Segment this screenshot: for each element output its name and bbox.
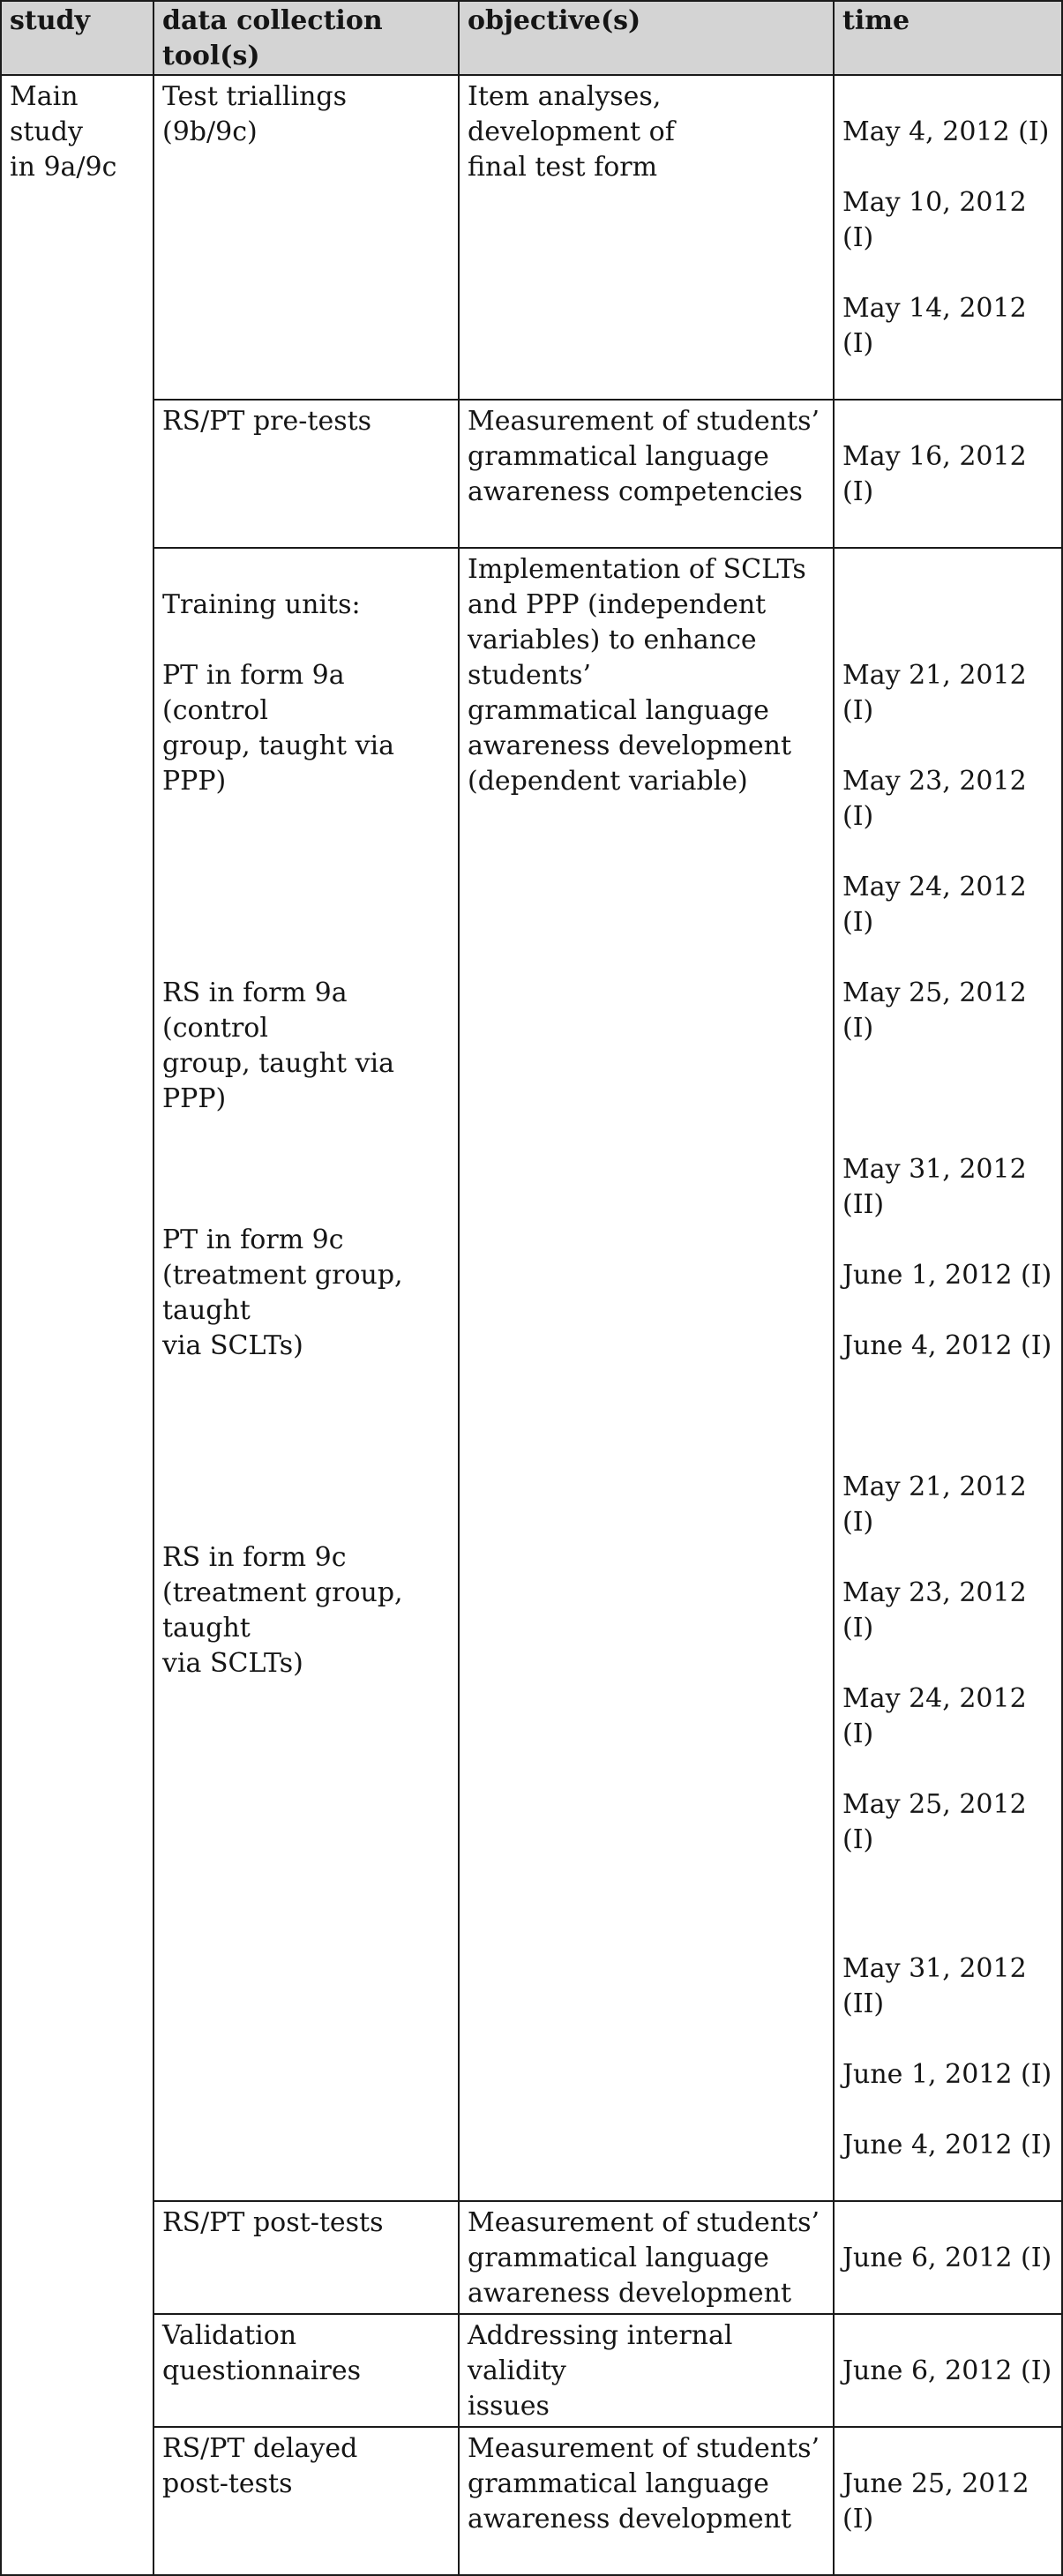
time-entry: May 16, 2012 (I) [842, 441, 1027, 507]
objective-cell: Item analyses, development of final test form [459, 75, 834, 400]
time-entry: June 6, 2012 (I) [842, 2355, 1052, 2386]
objective-cell: Implementation of SCLTs and PPP (independent variables) to enhance students’ grammatical language awareness development (dependent variable) [459, 548, 834, 2201]
time-entry: May 21, 2012 (I) [842, 660, 1027, 726]
time-entry: June 4, 2012 (I) [842, 2130, 1052, 2160]
time-entry: May 10, 2012 (I) [842, 187, 1027, 253]
header-time: time [834, 1, 1062, 75]
tool-cell [153, 548, 459, 2201]
time-entry: June 1, 2012 (I) [842, 2059, 1052, 2090]
time-cell [834, 2314, 1062, 2427]
time-entry: May 25, 2012 (I) [842, 977, 1027, 1044]
tool-cell: Test triallings (9b/9c) [153, 75, 459, 400]
objective-cell: Addressing internal validity issues [459, 2314, 834, 2427]
time-entry: May 21, 2012 (I) [842, 1471, 1027, 1538]
table-row [1, 548, 1062, 2201]
time-cell [834, 2427, 1062, 2575]
training-unit-tool: PT in form 9a (control group, taught via PPP) [162, 660, 395, 797]
header-objectives: objective(s) [459, 1, 834, 75]
training-heading: Training units: [162, 589, 361, 620]
study-cell: Main study in 9a/9c [1, 75, 153, 2575]
time-entry: May 23, 2012 (I) [842, 766, 1027, 832]
time-entry: June 6, 2012 (I) [842, 2243, 1052, 2273]
time-entry: June 4, 2012 (I) [842, 1330, 1052, 1361]
header-row [1, 1, 1062, 75]
time-entry: May 24, 2012 (I) [842, 872, 1027, 938]
training-unit-tool: PT in form 9c (treatment group, taught via SCLTs) [162, 1224, 403, 1361]
training-unit-tool: RS in form 9c (treatment group, taught via SCLTs) [162, 1542, 403, 1679]
time-entry: May 14, 2012 (I) [842, 293, 1027, 359]
time-cell [834, 75, 1062, 400]
time-cell [834, 548, 1062, 2201]
tool-cell: RS/PT pre-tests [153, 400, 459, 548]
objective-cell: Measurement of students’ grammatical language awareness competencies [459, 400, 834, 548]
time-entry: May 24, 2012 (I) [842, 1683, 1027, 1749]
training-unit-tool: RS in form 9a (control group, taught via PPP) [162, 977, 395, 1114]
time-entry: May 25, 2012 (I) [842, 1789, 1027, 1855]
time-entry: May 4, 2012 (I) [842, 116, 1050, 147]
objective-cell: Measurement of students’ grammatical language awareness development [459, 2201, 834, 2314]
table-row [1, 75, 1062, 400]
header-study: study [1, 1, 153, 75]
table-row [1, 400, 1062, 548]
time-cell [834, 2201, 1062, 2314]
tool-cell: RS/PT post-tests [153, 2201, 459, 2314]
table-row [1, 2427, 1062, 2575]
table-row [1, 2314, 1062, 2427]
time-entry: May 23, 2012 (I) [842, 1577, 1027, 1644]
table-row [1, 2201, 1062, 2314]
time-entry: June 1, 2012 (I) [842, 1260, 1052, 1291]
header-tools: data collection tool(s) [153, 1, 459, 75]
time-entry: May 31, 2012 (II) [842, 1953, 1027, 2019]
time-entry: May 31, 2012 (II) [842, 1154, 1027, 1220]
tool-cell: RS/PT delayed post-tests [153, 2427, 459, 2575]
time-entry: June 25, 2012 (I) [842, 2468, 1029, 2535]
objective-cell: Measurement of students’ grammatical language awareness development [459, 2427, 834, 2575]
time-cell [834, 400, 1062, 548]
tool-cell: Validation questionnaires [153, 2314, 459, 2427]
